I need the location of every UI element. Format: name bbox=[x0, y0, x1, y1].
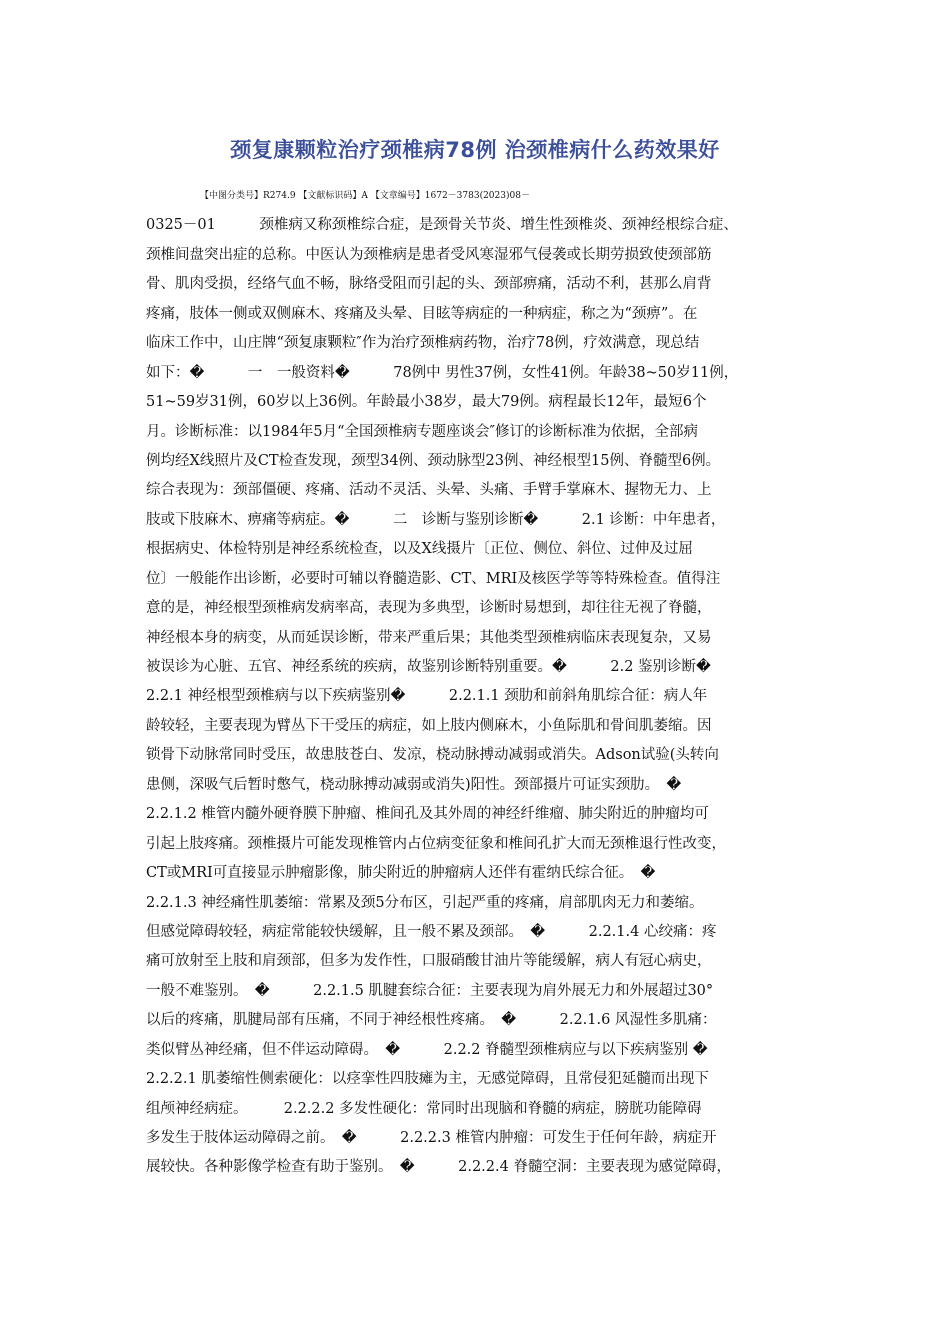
article-title: 颈复康颗粒治疗颈椎病78例 治颈椎病什么药效果好 bbox=[230, 138, 720, 162]
body-text-line: 例均经X线照片及CT检查发现，颈型34例、颈动脉型23例、神经根型15例、脊髓型6例。 bbox=[146, 452, 721, 469]
body-text-line: 患侧，深吸气后暂时憋气，桡动脉搏动减弱或消失)阳性。颈部摄片可证实颈肋。 � bbox=[146, 776, 682, 793]
body-text-line: 多发生于肢体运动障碍之前。 � 2.2.2.3 椎管内肿瘤：可发生于任何年龄，病症开 bbox=[146, 1130, 717, 1146]
body-text-line: 展较快。各种影像学检查有助于鉴别。 � 2.2.2.4 脊髓空洞：主要表现为感觉障碍， bbox=[146, 1159, 731, 1176]
body-text-line: 0325－01 颈椎病又称颈椎综合症，是颈骨关节炎、增生性颈椎炎、颈神经根综合症、 bbox=[146, 217, 738, 234]
body-text-line: 一般不难鉴别。 � 2.2.1.5 肌腱套综合征：主要表现为肩外展无力和外展超过30° bbox=[146, 982, 714, 999]
body-text-line: 神经根本身的病变，从而延误诊断，带来严重后果；其他类型颈椎病临床表现复杂，又易 bbox=[146, 629, 712, 646]
body-text-line: CT或MRI可直接显示肿瘤影像，肺尖附近的肿瘤病人还伴有霍纳氏综合征。 � bbox=[146, 865, 656, 882]
body-text-line: 51~59岁31例，60岁以上36例。年龄最小38岁，最大79例。病程最长12年，最短6个 bbox=[146, 394, 707, 411]
body-text-line: 痛可放射至上肢和肩颈部，但多为发作性，口服硝酸甘油片等能缓解，病人有冠心病史， bbox=[146, 953, 712, 970]
body-text-line: 综合表现为：颈部僵硬、疼痛、活动不灵活、头晕、头痛、手臂手掌麻木、握物无力、上 bbox=[146, 482, 712, 499]
body-text-line: 类似臂丛神经痛，但不伴运动障碍。 � 2.2.2 脊髓型颈椎病应与以下疾病鉴别 � bbox=[146, 1041, 708, 1058]
body-text-line: 龄较轻，主要表现为臂丛下干受压的病症，如上肢内侧麻木，小鱼际肌和骨间肌萎缩。因 bbox=[146, 717, 712, 734]
body-text-line: 根据病史、体检特别是神经系统检查，以及X线摄片〔正位、侧位、斜位、过伸及过屈 bbox=[146, 541, 693, 558]
body-text-line: 月。诊断标准：以1984年5月“全国颈椎病专题座谈会″修订的诊断标准为依据，全部病 bbox=[146, 423, 698, 440]
article-body bbox=[146, 182, 806, 1183]
body-text-line: 位〕一般能作出诊断，必要时可辅以脊髓造影、CT、MRI及核医学等等特殊检查。值得注 bbox=[146, 570, 721, 587]
body-text-line: 但感觉障碍较轻，病症常能较快缓解，且一般不累及颈部。 � 2.2.1.4 心绞痛：疼 bbox=[146, 923, 717, 940]
body-text-line: 2.2.1.3 神经痛性肌萎缩：常累及颈5分布区，引起严重的疼痛，肩部肌肉无力和萎缩。 bbox=[146, 894, 704, 911]
body-text-line: 临床工作中，山庄牌“颈复康颗粒″作为治疗颈椎病药物，治疗78例，疗效满意，现总结 bbox=[146, 335, 700, 352]
body-text-line: 2.2.1 神经根型颈椎病与以下疾病鉴别� 2.2.1.1 颈肋和前斜角肌综合征：病人年 bbox=[146, 688, 708, 705]
body-text-line: 引起上肢疼痛。颈椎摄片可能发现椎管内占位病变征象和椎间孔扩大而无颈椎退行性改变， bbox=[146, 835, 726, 852]
body-text-line: 如下：� 一 一般资料� 78例中 男性37例，女性41例。年龄38~50岁11例， bbox=[146, 364, 739, 381]
body-text-line: 骨、肌肉受损，经络气血不畅，脉络受阻而引起的头、颈部痹痛，活动不利，甚那么肩背 bbox=[146, 276, 712, 293]
body-text-line: 2.2.2.1 肌萎缩性侧索硬化：以痉挛性四肢瘫为主，无感觉障碍，且常侵犯延髓而出现下 bbox=[146, 1071, 709, 1088]
body-text-line: 被误诊为心脏、五官、神经系统的疾病，故鉴别诊断特别重要。� 2.2 鉴别诊断� bbox=[146, 659, 711, 675]
body-text-line: 【中图分类号】R274.9 【文献标识码】A 【文章编号】1672－3783(2023)08－ bbox=[200, 191, 530, 201]
body-text-line: 肢或下肢麻木、痹痛等病症。� 二 诊断与鉴别诊断� 2.1 诊断：中年患者， bbox=[146, 511, 726, 528]
body-text-line: 锁骨下动脉常同时受压，故患肢苍白、发凉，桡动脉搏动减弱或消失。Adson试验(头转向 bbox=[146, 747, 719, 764]
body-text-line: 2.2.1.2 椎管内髓外硬脊膜下肿瘤、椎间孔及其外周的神经纤维瘤、肺尖附近的肿瘤均可 bbox=[146, 806, 709, 823]
body-text-line: 组颅神经病症。 2.2.2.2 多发性硬化：常同时出现脑和脊髓的病症，膀胱功能障碍 bbox=[146, 1100, 702, 1117]
body-text-line: 以后的疼痛，肌腱局部有压痛，不同于神经根性疼痛。 � 2.2.1.6 风湿性多肌痛： bbox=[146, 1012, 717, 1029]
body-text-line: 意的是，神经根型颈椎病发病率高，表现为多典型，诊断时易想到，却往往无视了脊髓， bbox=[146, 600, 712, 617]
body-text-line: 疼痛，肢体一侧或双侧麻木、疼痛及头晕、目眩等病症的一种病症，称之为“颈痹”。在 bbox=[146, 305, 698, 322]
body-text-line: 颈椎间盘突出症的总称。中医认为颈椎病是患者受风寒湿邪气侵袭或长期劳损致使颈部筋 bbox=[146, 246, 712, 263]
